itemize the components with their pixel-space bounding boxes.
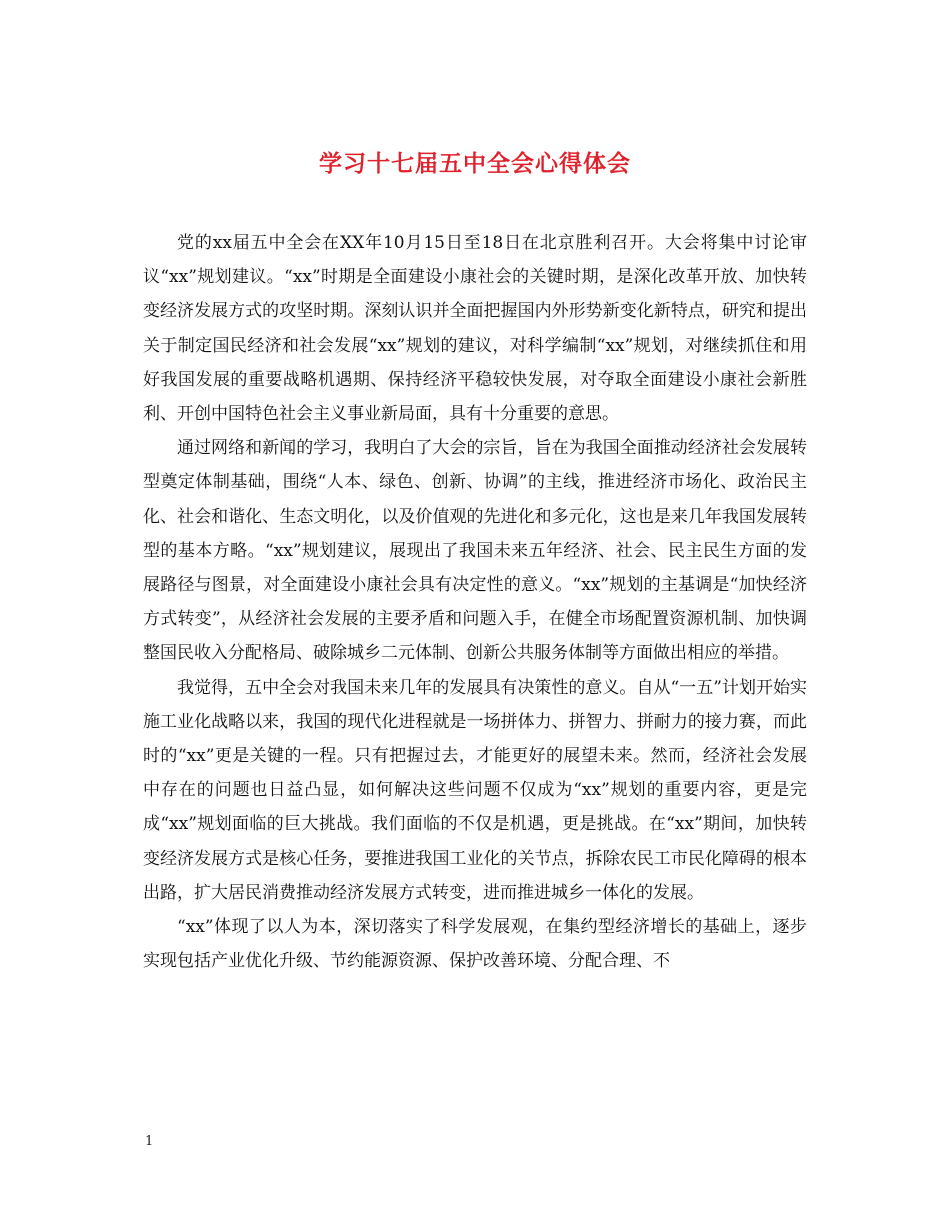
paragraph-1: 党的xx届五中全会在XX年10月15日至18日在北京胜利召开。大会将集中讨论审议“xx”规划建议。“xx”时期是全面建设小康社会的关键时期，是深化改革开放、加快转变经济发展方式的攻坚时期。深刻认识并全面把握国内外形势新变化新特点，研究和提出关于制定国民经济和社会发展“xx”规划的建议，对科学编制“xx”规划，对继续抓住和用好我国发展的重要战略机遇期、保持经济平稳较快发展，对夺取全面建设小康社会新胜利、开创中国特色社会主义事业新局面，具有十分重要的意思。 bbox=[143, 233, 807, 425]
paragraph-4: “xx”体现了以人为本，深切落实了科学发展观，在集约型经济增长的基础上，逐步实现包括产业优化升级、节约能源资源、保护改善环境、分配合理、不 bbox=[143, 917, 807, 972]
document-body bbox=[143, 226, 807, 978]
paragraph-2: 通过网络和新闻的学习，我明白了大会的宗旨，旨在为我国全面推动经济社会发展转型奠定体制基础，围绕“人本、绿色、创新、协调”的主线，推进经济市场化、政治民主化、社会和谐化、生态文明化，以及价值观的先进化和多元化，这也是来几年我国发展转型的基本方略。“xx”规划建议，展现出了我国未来五年经济、社会、民主民生方面的发展路径与图景，对全面建设小康社会具有决定性的意义。“xx”规划的主基调是“加快经济方式转变”，从经济社会发展的主要矛盾和问题入手，在健全市场配置资源机制、加快调整国民收入分配格局、破除城乡二元体制、创新公共服务体制等方面做出相应的举措。 bbox=[143, 438, 807, 664]
page-title: 学习十七届五中全会心得体会 bbox=[319, 150, 631, 178]
page-number: 1 bbox=[145, 1134, 154, 1149]
paragraph-3: 我觉得，五中全会对我国未来几年的发展具有决策性的意义。自从“一五”计划开始实施工业化战略以来，我国的现代化进程就是一场拼体力、拼智力、拼耐力的接力赛，而此时的“xx”更是关键的一程。只有把握过去，才能更好的展望未来。然而，经济社会发展中存在的问题也日益凸显，如何解决这些问题不仅成为“xx”规划的重要内容，更是完成“xx”规划面临的巨大挑战。我们面临的不仅是机遇，更是挑战。在“xx”期间，加快转变经济发展方式是核心任务，要推进我国工业化的关节点，拆除农民工市民化障碍的根本出路，扩大居民消费推动经济发展方式转变，进而推进城乡一体化的发展。 bbox=[143, 677, 807, 903]
